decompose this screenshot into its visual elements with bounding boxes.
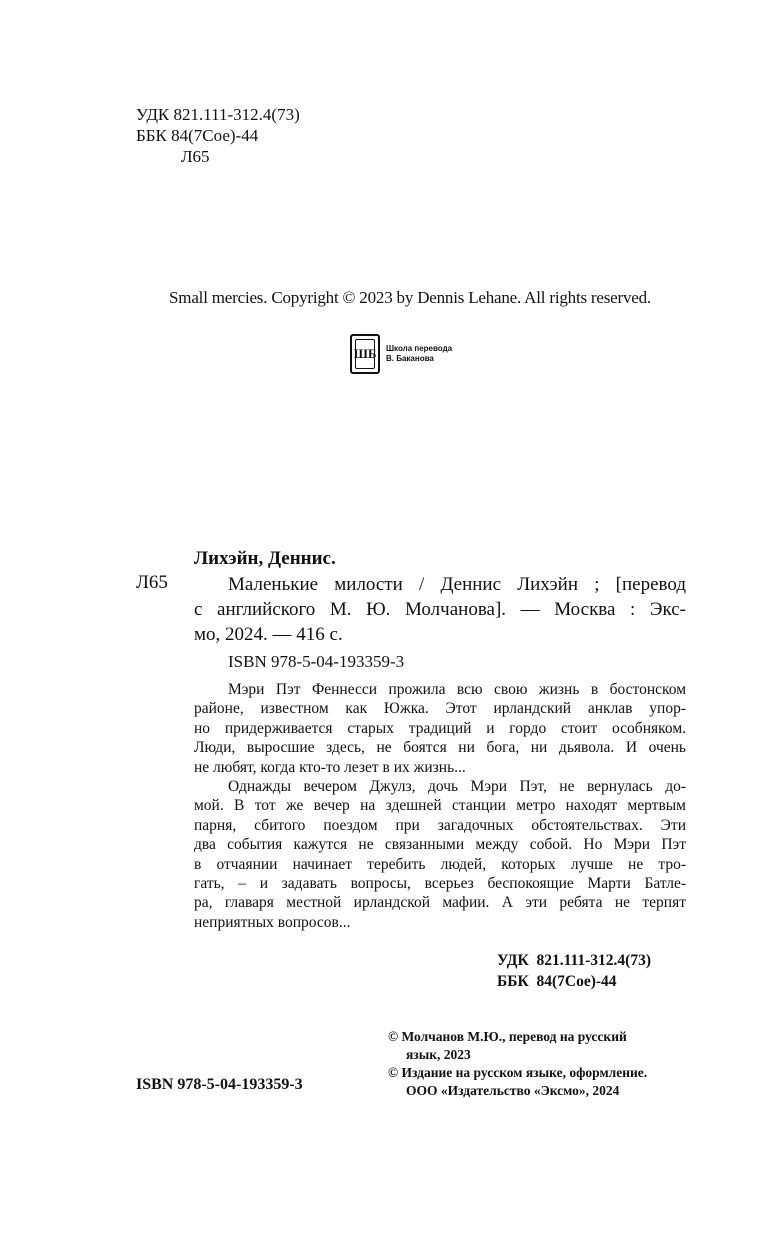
annotation-line: не любят, когда кто-то лезет в их жизнь... bbox=[194, 758, 466, 776]
annotation-line: в отчаянии начинает теребить людей, которых лучше не тро- bbox=[194, 855, 686, 873]
annotation-line: парня, сбитого поездом при загадочных обстоятельствах. Эти bbox=[194, 816, 686, 834]
annotation-line: Однажды вечером Джулз, дочь Мэри Пэт, не вернулась до- bbox=[228, 778, 686, 795]
rights-block bbox=[388, 1028, 698, 1100]
annotation-line: неприятных вопросов... bbox=[194, 913, 351, 931]
annotation-line: Мэри Пэт Феннесси прожила всю свою жизнь в бостонском bbox=[228, 681, 686, 698]
annotation-line: два события кажутся не связанными между собой. Но Мэри Пэт bbox=[194, 836, 686, 854]
annotation-line: мой. В тот же вечер на здешней станции метро находят мертвым bbox=[194, 797, 686, 815]
bbk-code: ББК 84(7Сое)-44 bbox=[136, 126, 259, 145]
logo-caption-line1: Школа перевода bbox=[386, 344, 453, 353]
bottom-isbn: ISBN 978-5-04-193359-3 bbox=[136, 1076, 303, 1093]
author-mark: Л65 bbox=[181, 147, 210, 166]
rights-line-translation-cont: язык, 2023 bbox=[406, 1047, 471, 1062]
annotation-line: районе, известном как Южка. Этот ирландский анклав упор- bbox=[194, 700, 686, 718]
catalog-title bbox=[194, 597, 686, 647]
logo-emblem-icon bbox=[350, 334, 380, 374]
translation-school-logo bbox=[350, 334, 452, 374]
logo-glyph: ШБ bbox=[355, 339, 375, 369]
catalog-title-line1: Маленькие милости / Деннис Лихэйн ; [перевод bbox=[228, 574, 686, 595]
annotation-line: гать, – и задавать вопросы, всерьез беспокоящие Марти Батле- bbox=[194, 875, 686, 893]
catalog-isbn: ISBN 978-5-04-193359-3 bbox=[228, 652, 405, 671]
annotation-line: Люди, выросшие здесь, не боятся ни бога, ни дьявола. И очень bbox=[194, 739, 686, 757]
rights-line-edition-cont: ООО «Издательство «Эксмо», 2024 bbox=[406, 1083, 620, 1098]
rights-line-translation: © Молчанов М.Ю., перевод на русский bbox=[388, 1029, 627, 1044]
udk-code: УДК 821.111-312.4(73) bbox=[136, 105, 300, 124]
rights-line-edition: © Издание на русском языке, оформление. bbox=[388, 1065, 648, 1080]
annotation-paragraph-1 bbox=[194, 680, 686, 777]
catalog-title-line2: с английского М. Ю. Молчанова]. — Москва : Экс- bbox=[194, 599, 686, 620]
original-copyright: Small mercies. Copyright © 2023 by Dennis Lehane. All rights reserved. bbox=[169, 288, 651, 307]
bottom-udk: УДК 821.111-312.4(73) bbox=[497, 952, 651, 969]
catalog-title-line3: мо, 2024. — 416 с. bbox=[194, 624, 343, 645]
bottom-classification bbox=[497, 950, 651, 992]
logo-caption-line2: В. Баканова bbox=[386, 354, 434, 363]
logo-caption bbox=[386, 344, 452, 364]
annotation-line: но придерживается старых традиций и гордо стоит особняком. bbox=[194, 719, 686, 737]
bottom-bbk: ББК 84(7Сое)-44 bbox=[497, 973, 617, 990]
annotation-line: ра, главаря местной ирландской мафии. А эти ребята не терпят bbox=[194, 894, 686, 912]
annotation-paragraph-2 bbox=[194, 777, 686, 932]
catalog-mark: Л65 bbox=[136, 572, 168, 593]
catalog-author: Лихэйн, Деннис. bbox=[194, 548, 336, 569]
